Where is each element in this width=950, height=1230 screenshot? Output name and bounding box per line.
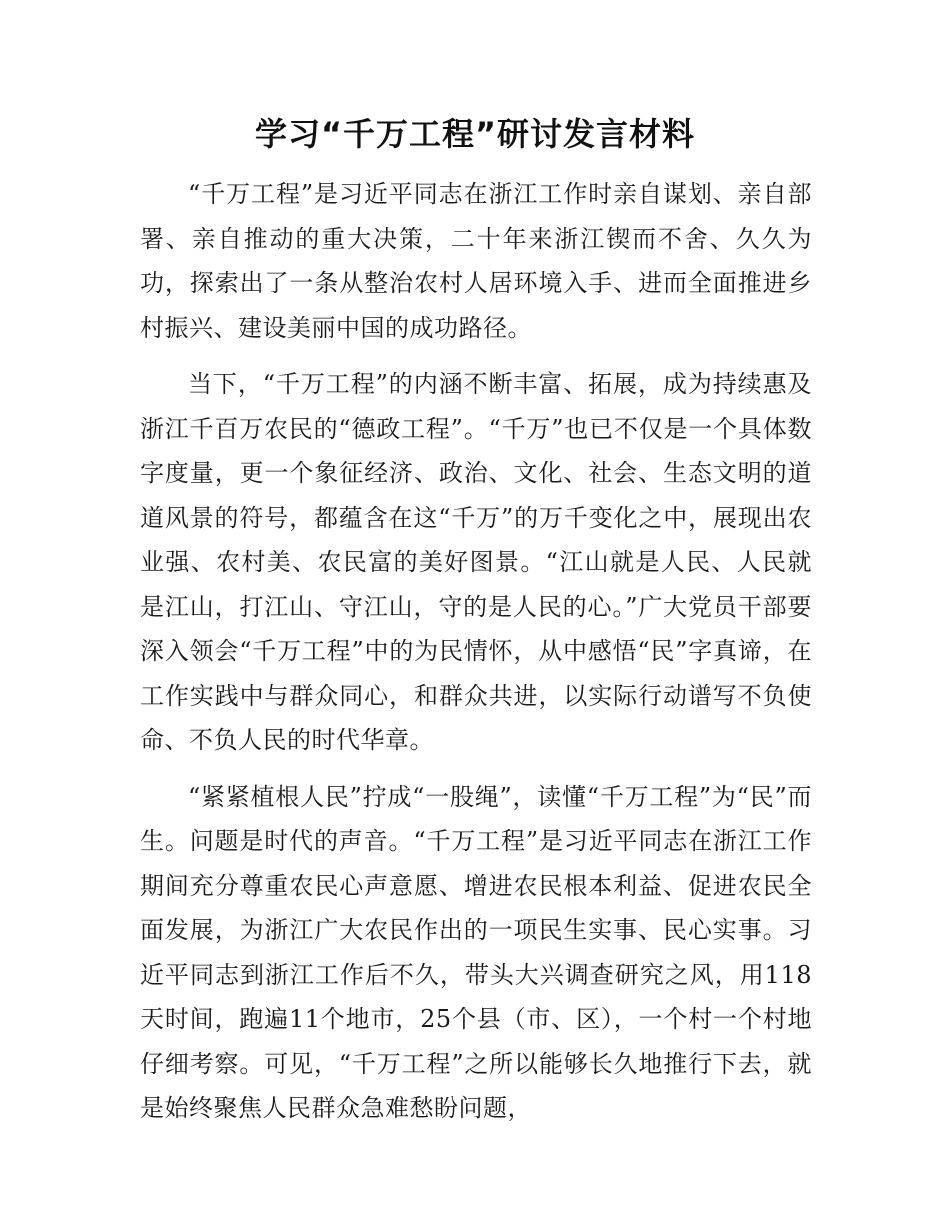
paragraph-3: “紧紧植根人民”拧成“一股绳”，读懂“千万工程”为“民”而生。问题是时代的声音。“千万工程”是习近平同志在浙江工作期间充分尊重农民心声意愿、增进农民根本利益、促进农民全面发展，为浙江广大农民作出的一项民生实事、民心实事。习近平同志到浙江工作后不久，带头大兴调查研究之风，用118天时间，跑遍11个地市，25个县（市、区），一个村一个村地仔细考察。可见，“千万工程”之所以能够长久地推行下去，就是始终聚焦人民群众急难愁盼问题， (140, 782, 812, 1122)
document-body (140, 172, 812, 1143)
document-title: 学习“千万工程”研讨发言材料 (254, 115, 696, 153)
paragraph-1: “千万工程”是习近平同志在浙江工作时亲自谋划、亲自部署、亲自推动的重大决策，二十年来浙江锲而不舍、久久为功，探索出了一条从整治农村人居环境入手、进而全面推进乡村振兴、建设美丽中国的成功路径。 (140, 180, 812, 342)
paragraph-2: 当下，“千万工程”的内涵不断丰富、拓展，成为持续惠及浙江千百万农民的“德政工程”。“千万”也已不仅是一个具体数字度量，更一个象征经济、政治、文化、社会、生态文明的道道风景的符号，都蕴含在这“千万”的万千变化之中，展现出农业强、农村美、农民富的美好图景。“江山就是人民、人民就是江山，打江山、守江山，守的是人民的心。”广大党员干部要深入领会“千万工程”中的为民情怀，从中感悟“民”字真谛，在工作实践中与群众同心，和群众共进，以实际行动谱写不负使命、不负人民的时代华章。 (140, 370, 812, 754)
